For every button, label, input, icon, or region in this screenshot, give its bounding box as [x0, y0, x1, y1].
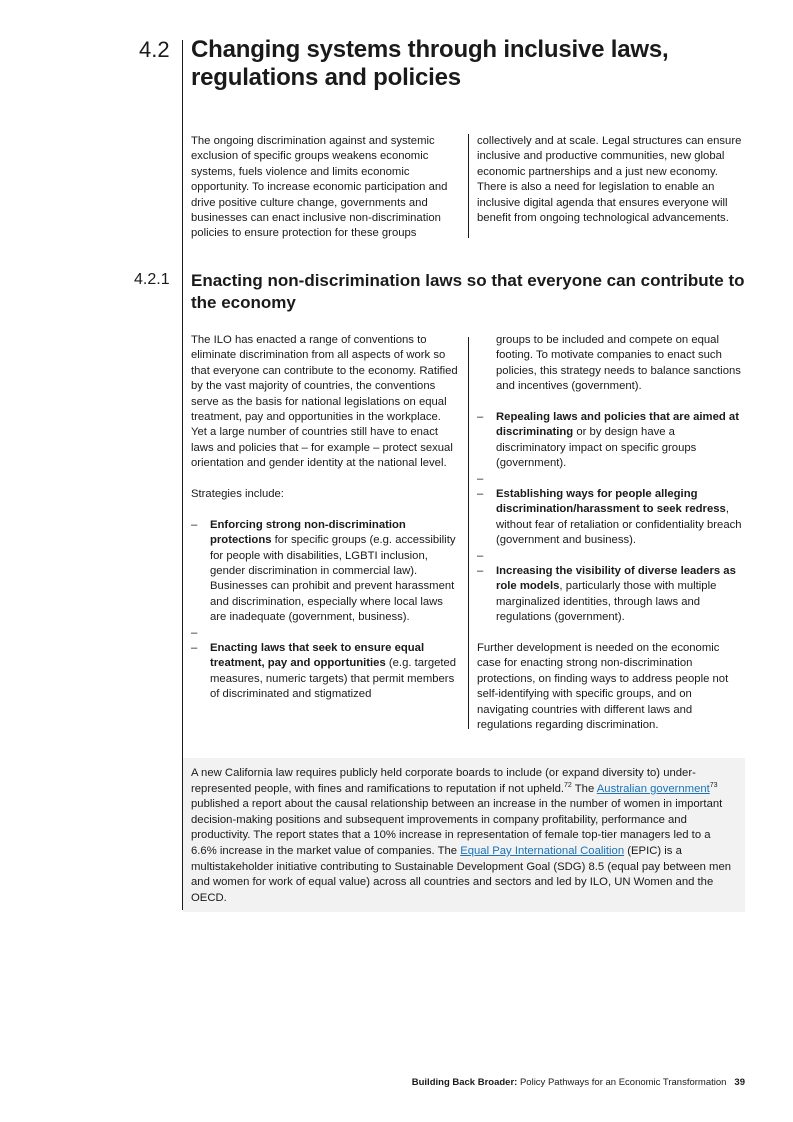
intro-left-column [191, 134, 461, 242]
strategy-item: – Increasing the visibility of diverse leaders as role models, particularly those with multiple marginalized identities, through laws and regulations (government). [477, 564, 745, 626]
body-left-column [191, 333, 459, 703]
intro-left-text: The ongoing discrimination against and systemic exclusion of specific groups weakens economic systems, fuels violence and limits economic opportunity. To increase economic participation and drive positive culture change, governments and businesses can enact inclusive non-discrimination policies to ensure protection for these groups [191, 135, 448, 240]
strategy-continuation: groups to be included and compete on equal footing. To motivate companies to enact such policies, this strategy needs to balance sanctions and incentives (government). [496, 334, 741, 393]
intro-right-text: collectively and at scale. Legal structures can ensure inclusive and productive communities, new global economic partnerships and a just new economy. There is also a need for legislation to enable an inclusive digital agenda that ensures everyone will benefit from ongoing technological advancements. [477, 135, 742, 225]
further-development-paragraph: Further development is needed on the economic case for enacting strong non-discrimination protections, on finding ways to address people not self-identifying with specific groups, and on navigating countries with different laws and regulations regarding discrimination. [477, 642, 729, 732]
strategy-item: – Enacting laws that seek to ensure equal treatment, pay and opportunities (e.g. targeted measures, numeric targets) that permit members of discriminated and stigmatized [191, 641, 459, 703]
body-column-divider [468, 337, 469, 729]
footnote-ref[interactable]: 73 [709, 781, 718, 789]
australian-government-link[interactable]: Australian government [596, 782, 710, 795]
strategy-list-left [191, 518, 459, 703]
intro-column-divider [468, 134, 469, 238]
strategy-item: – Enforcing strong non-discrimination protections for specific groups (e.g. accessibility for people with disabilities, LGBTI inclusion, gender discrimination in commercial law). Businesses can prohibit and prevent harassment and discrimination, especially where local laws are inadequate (government, business). [191, 518, 459, 626]
footer-title-bold: Building Back Broader: [411, 1077, 518, 1088]
strategy-item: – Establishing ways for people alleging discrimination/harassment to seek redress, without fear of retaliation or confidentiality breach (government and business). [477, 487, 745, 549]
intro-right-column [477, 134, 747, 226]
footer-title: Policy Pathways for an Economic Transformation [517, 1077, 727, 1088]
ilo-paragraph: The ILO has enacted a range of conventions to eliminate discrimination from all aspects of work so that everyone can contribute to the economy. Ratified by the vast majority of countries, the conventions serve as the basis for national legislations on equal treatment, pay and opportunities in the workplace. Yet a large number of countries still have to enact laws and policies that – for example – protect sexual orientation and gender identity at the national level. [191, 334, 458, 470]
section-title: Changing systems through inclusive laws, regulations and policies [191, 36, 669, 91]
page-footer [412, 1077, 745, 1088]
body-right-column [477, 333, 745, 734]
case-study-text: A new California law requires publicly held corporate boards to include (or expand diversity to) under-represented people, with fines and ramifications to reputation if not upheld.$^{72}$ The Australian government$^{73}$ published a report about the causal relationship between an increase in the number of women in important decision-making positions and subsequent improvements in company profitability, performance and productivity. The report states that a 10% increase in representation of female top-tier managers led to a 6.6% increase in the market value of companies. The Equal Pay International Coalition (EPIC) is a multistakeholder initiative contributing to Sustainable Development Goal (SDG) 8.5 (equal pay between men and women for work of equal value) across all countries and sectors and led by ILO, UN Women and the OECD. [191, 767, 732, 904]
strategy-list-right [477, 410, 745, 626]
subsection-title: Enacting non-discrimination laws so that everyone can contribute to the economy [191, 271, 745, 312]
section-number: 4.2 [139, 37, 170, 62]
page-number: 39 [734, 1077, 745, 1088]
case-study-box [183, 758, 745, 912]
footnote-ref[interactable]: 72 [564, 781, 572, 789]
subsection-number: 4.2.1 [134, 271, 170, 288]
epic-link[interactable]: Equal Pay International Coalition [460, 844, 625, 857]
strategy-item: – Repealing laws and policies that are aimed at discriminating or by design have a discriminatory impact on specific groups (government). [477, 410, 745, 472]
strategies-intro: Strategies include: [191, 488, 284, 501]
